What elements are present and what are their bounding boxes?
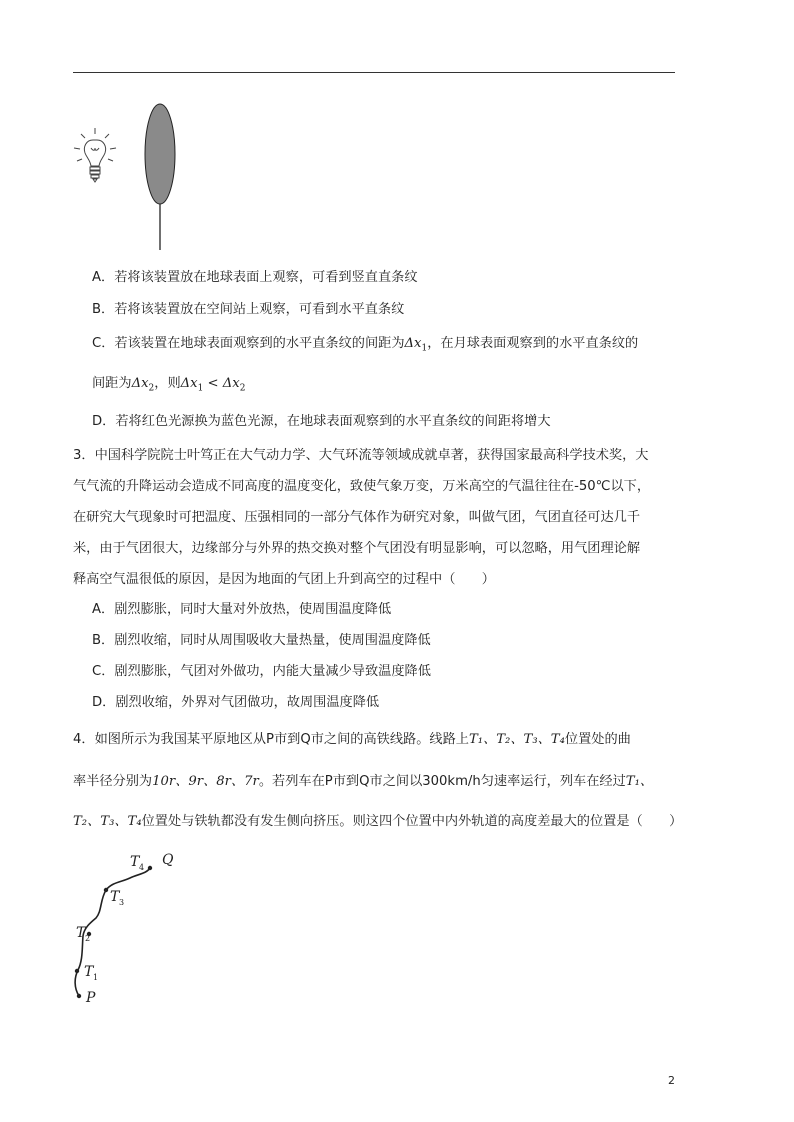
q4-position-t1: T₁、 xyxy=(625,774,654,789)
label-Q: Q xyxy=(162,852,174,868)
q4-text-5: 匀速率运行，列车在经过 xyxy=(480,774,626,789)
q3-option-a: A．剧烈膨胀，同时大量对外放热，使周围温度降低 xyxy=(92,602,392,617)
q3-option-c: C．剧烈膨胀，气团对外做功，内能大量减少导致温度降低 xyxy=(92,664,431,679)
soap-film xyxy=(145,104,175,204)
header-rule xyxy=(73,72,675,73)
q4-text-3: 率半径分别为 xyxy=(73,774,153,789)
q4-text-1: 4．如图所示为我国某平原地区从P市到Q市之间的高铁线路。线路上 xyxy=(73,732,469,747)
q2-option-c-continued xyxy=(92,374,245,399)
q2-option-c-text-4: ，则 xyxy=(154,376,181,391)
math-dx1: $\Delta x_1$ xyxy=(404,336,428,354)
light-bulb-icon xyxy=(74,128,116,182)
q2-option-c-text-1: C．若该装置在地球表面观察到的水平直条纹的间距为 xyxy=(92,336,405,351)
q4-text-6: 位置处与铁轨都没有发生侧向挤压。则这四个位置中内外轨道的高度差最大的位置是（ ） xyxy=(141,814,683,829)
q3-option-b: B．剧烈收缩，同时从周围吸收大量热量，使周围温度降低 xyxy=(92,633,431,648)
q2-option-c-text-2: ，在月球表面观察到的水平直条纹的 xyxy=(427,336,639,351)
label-P: P xyxy=(86,990,96,1006)
point-T3 xyxy=(104,888,108,892)
q4-positions-2: T₂、T₃、T₄ xyxy=(73,814,142,829)
q4-stem-line-1 xyxy=(73,730,631,750)
q3-option-d: D．剧烈收缩，外界对气团做功，故周围温度降低 xyxy=(92,695,380,710)
soap-film-figure xyxy=(66,98,196,258)
math-inequality: $\Delta x_1 < \Delta x_2$ xyxy=(180,376,246,394)
q3-stem-line-5: 释高空气温很低的原因，是因为地面的气团上升到高空的过程中（ ） xyxy=(73,572,495,587)
label-T3-sub: 3 xyxy=(119,898,125,907)
label-T1: T xyxy=(84,964,94,980)
point-P xyxy=(77,994,81,998)
q4-stem-line-3 xyxy=(73,812,682,832)
label-T1-sub: 1 xyxy=(93,973,99,982)
math-dx2: $\Delta x_2$ xyxy=(131,376,155,394)
q2-option-d: D．若将红色光源换为蓝色光源，在地球表面观察到的水平直条纹的间距将增大 xyxy=(92,414,551,429)
label-T4-sub: 4 xyxy=(139,863,145,872)
q4-text-2: 位置处的曲 xyxy=(564,732,631,747)
point-T1 xyxy=(75,969,79,973)
q4-speed: 300km/h xyxy=(422,774,481,789)
q3-stem-line-4: 米，由于气团很大，边缘部分与外界的热交换对整个气团没有明显影响，可以忽略，用气团理论解 xyxy=(73,541,641,556)
q4-radii: 10r、9r、8r、7r xyxy=(152,774,259,789)
q4-text-4: 。若列车在P市到Q市之间以 xyxy=(258,774,423,789)
q3-stem-line-3: 在研究大气现象时可把温度、压强相同的一部分气体作为研究对象，叫做气团，气团直径可达几千 xyxy=(73,510,641,525)
label-T4: T xyxy=(130,854,140,870)
q2-option-a: A．若将该装置放在地球表面上观察，可看到竖直直条纹 xyxy=(92,270,418,285)
page-number: 2 xyxy=(668,1074,675,1087)
q4-stem-line-2 xyxy=(73,772,653,792)
point-T4 xyxy=(148,866,152,870)
q2-option-c-text-3: 间距为 xyxy=(92,376,132,391)
q3-stem-line-1: 3．中国科学院院士叶笃正在大气动力学、大气环流等领域成就卓著，获得国家最高科学技术奖，大 xyxy=(73,448,649,463)
label-T2-sub: 2 xyxy=(85,934,91,943)
label-T2: T xyxy=(76,925,86,941)
label-T3: T xyxy=(110,889,120,905)
q2-option-c xyxy=(92,334,638,359)
q3-stem-line-2: 气气流的升降运动会造成不同高度的温度变化，致使气象万变，万米高空的气温往往在-50℃以下， xyxy=(73,479,651,494)
q4-positions: T₁、T₂、T₃、T₄ xyxy=(468,732,565,747)
q2-option-b: B．若将该装置放在空间站上观察，可看到水平直条纹 xyxy=(92,302,405,317)
railway-route-figure xyxy=(66,838,196,1013)
